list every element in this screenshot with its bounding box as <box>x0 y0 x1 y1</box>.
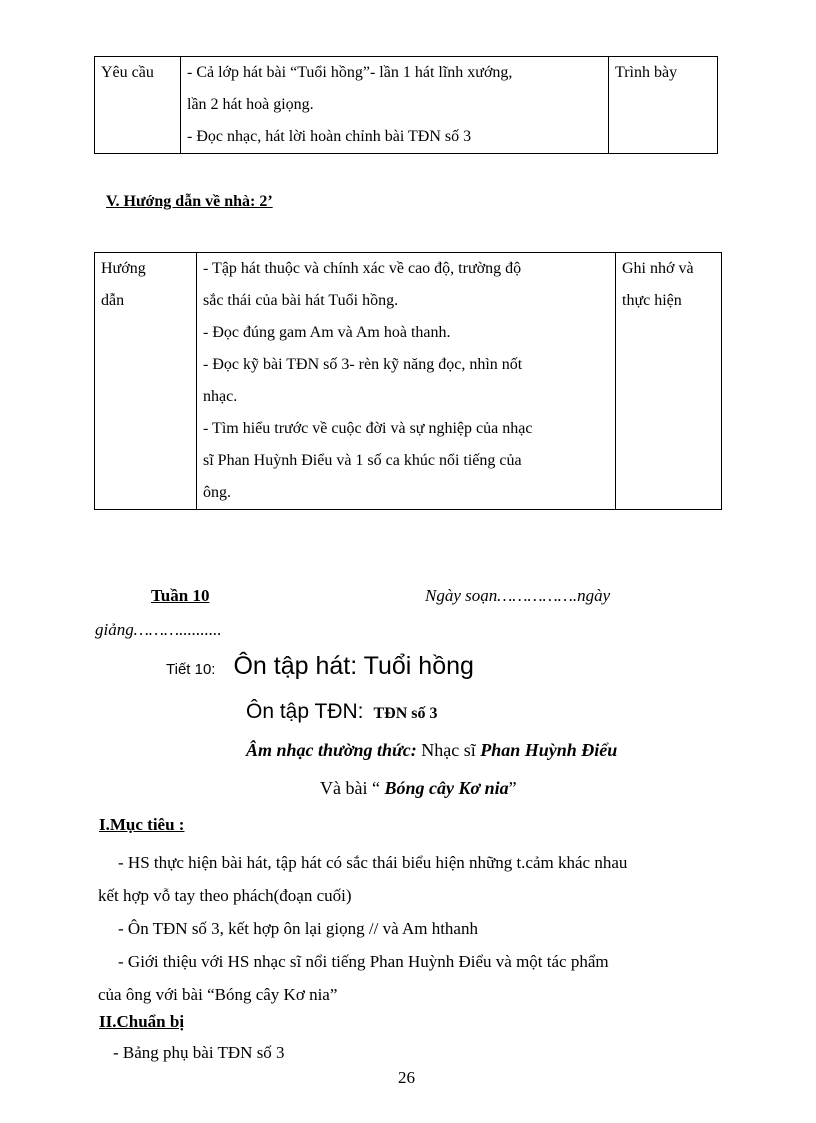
tdn-prefix: Ôn tập TĐN: <box>246 700 364 723</box>
heading-text: II.Chuẩn bị <box>99 1012 185 1031</box>
cell-line: - Tìm hiểu trước về cuộc đời và sự nghiệp của nhạc <box>203 420 533 437</box>
cell-line: Hướng <box>101 260 146 277</box>
date-prep: Ngày soạn…………….ngày <box>425 586 611 605</box>
table-cell-content <box>197 253 616 510</box>
cell-line: sĩ Phan Huỳnh Điểu và 1 số ca khúc nổi tiếng của <box>203 452 522 469</box>
song-line <box>320 778 517 799</box>
lesson-line <box>166 652 474 681</box>
cell-line: - Tập hát thuộc và chính xác về cao độ, trường độ <box>203 260 522 277</box>
table-cell-method <box>609 57 718 154</box>
cell-line: lần 2 hát hoà giọng. <box>187 96 314 113</box>
heading-text: I.Mục tiêu : <box>99 815 185 834</box>
table-cell-content <box>181 57 609 154</box>
cell-line: - Đọc kỹ bài TĐN số 3- rèn kỹ năng đọc, nhìn nốt <box>203 356 523 373</box>
objective-line: - HS thực hiện bài hát, tập hát có sắc thái biểu hiện những t.cảm khác nhau <box>118 853 628 872</box>
date-teach: giảng……….......... <box>95 620 222 639</box>
section-2-heading <box>99 1012 184 1032</box>
lesson-label: Tiết 10: <box>166 661 216 678</box>
table-cell-method <box>616 253 722 510</box>
composer-name: Phan Huỳnh Điểu <box>480 740 618 760</box>
music-appreciation-line <box>246 740 617 761</box>
cell-line: ông. <box>203 484 231 501</box>
lesson-title: Ôn tập hát: Tuổi hồng <box>233 652 474 680</box>
heading-text: V. Hướng dẫn về nhà: 2’ <box>106 193 273 210</box>
music-appreciation-label: Âm nhạc thường thức: <box>246 740 417 760</box>
section-5-heading <box>106 193 273 211</box>
objective-line: - Giới thiệu với HS nhạc sĩ nổi tiếng Phan Huỳnh Điểu và một tác phẩm <box>118 952 609 971</box>
table-row <box>95 57 718 154</box>
objective-line: kết hợp vỗ tay theo phách(đoạn cuối) <box>98 886 352 905</box>
objectives-list <box>98 846 627 1011</box>
table-cell-label <box>95 253 197 510</box>
cell-line: dẫn <box>101 292 125 309</box>
prep-item: - Bảng phụ bài TĐN số 3 <box>113 1043 285 1062</box>
cell-text: Yêu cầu <box>101 64 154 81</box>
week-text: Tuần 10 <box>151 586 210 605</box>
cell-line: sắc thái của bài hát Tuổi hồng. <box>203 292 399 309</box>
cell-line: - Cả lớp hát bài “Tuổi hồng”- lần 1 hát lĩnh xướng, <box>187 64 513 81</box>
table-row <box>95 253 722 510</box>
cell-text: Trình bày <box>615 64 678 81</box>
tdn-value: TĐN số 3 <box>373 705 438 722</box>
lesson-tdn-line <box>246 700 438 724</box>
cell-line: Ghi nhớ và <box>622 260 694 277</box>
page-number: 26 <box>398 1068 415 1087</box>
homework-table <box>94 252 722 510</box>
objective-line: của ông với bài “Bóng cây Kơ nia” <box>98 985 338 1004</box>
requirements-table <box>94 56 718 154</box>
song-suffix: ” <box>508 778 517 798</box>
cell-line: - Đọc đúng gam Am và Am hoà thanh. <box>203 324 451 341</box>
cell-line: nhạc. <box>203 388 238 405</box>
song-title: Bóng cây Kơ nia <box>384 778 509 798</box>
objective-line: - Ôn TĐN số 3, kết hợp ôn lại giọng // và Am hthanh <box>118 919 478 938</box>
song-prefix: Và bài “ <box>320 778 385 798</box>
section-1-heading <box>99 815 184 835</box>
week-label <box>151 586 209 606</box>
table-cell-label <box>95 57 181 154</box>
cell-line: thực hiện <box>622 292 682 309</box>
music-appreciation-mid: Nhạc sĩ <box>416 740 481 760</box>
cell-line: - Đọc nhạc, hát lời hoàn chỉnh bài TĐN số 3 <box>187 128 472 145</box>
